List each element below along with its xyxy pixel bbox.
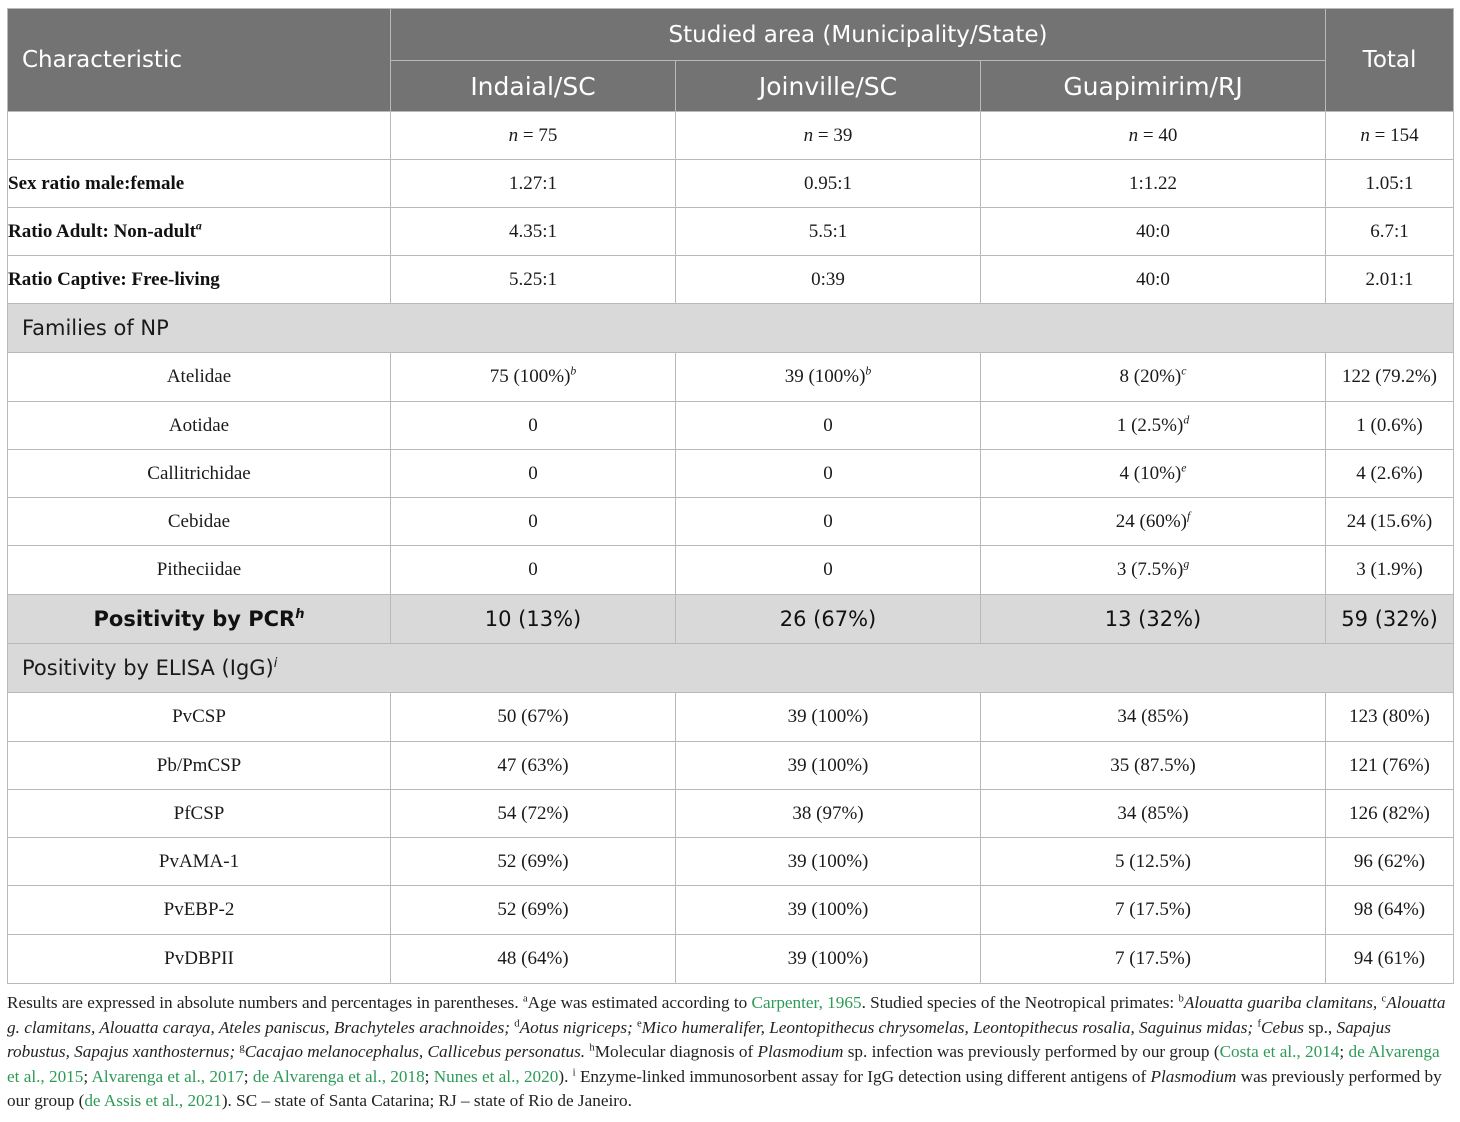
table-cell: 121 (76%): [1326, 742, 1454, 790]
table-cell: 0: [676, 546, 981, 595]
table-cell: 4.35:1: [391, 208, 676, 256]
data-table: [7, 8, 1454, 984]
section-row: [8, 304, 1454, 353]
table-cell: 59 (32%): [1326, 595, 1454, 644]
table-cell: 8 $(20\%)^c$: [981, 353, 1326, 402]
table-cell: 7 (17.5%): [981, 935, 1326, 984]
table-cell: 126 (82%): [1326, 790, 1454, 838]
table-cell: 0: [676, 498, 981, 546]
pcr-label: Positivity by PCR$^h$: [8, 595, 391, 644]
table-row: [8, 208, 1454, 256]
table-cell: 24 (15.6%): [1326, 498, 1454, 546]
reference-link[interactable]: de Assis et al., 2021: [84, 1091, 222, 1111]
row-label: Ratio Adult: Non-adult$^a$: [8, 208, 391, 256]
table-cell: 0: [391, 498, 676, 546]
family-label: Cebidae: [8, 498, 391, 546]
n-cell: n = 40: [981, 112, 1326, 160]
table-cell: 13 (32%): [981, 595, 1326, 644]
table-cell: 0: [676, 402, 981, 450]
header-studied-area: Studied area (Municipality/State): [391, 9, 1326, 61]
table-row: [8, 886, 1454, 935]
table-cell: 39 (100%): [676, 838, 981, 886]
header-site: Guapimirim/RJ: [981, 61, 1326, 112]
table-cell: 1.27:1: [391, 160, 676, 208]
family-label: Callitrichidae: [8, 450, 391, 498]
reference-link[interactable]: Costa et al., 2014: [1219, 1042, 1340, 1062]
table-cell: 1:1.22: [981, 160, 1326, 208]
table-row: [8, 450, 1454, 498]
header-site: Joinville/SC: [676, 61, 981, 112]
table-row: [8, 498, 1454, 546]
table-row: [8, 742, 1454, 790]
table-cell: 2.01:1: [1326, 256, 1454, 304]
table-row: [8, 353, 1454, 402]
table-cell: 52 (69%): [391, 886, 676, 935]
antigen-label: PvEBP-2: [8, 886, 391, 935]
table-row: [8, 402, 1454, 450]
table-cell: 0:39: [676, 256, 981, 304]
table-footnote: Results are expressed in absolute numbers and percentages in parentheses. $^a$Age was estimated according to Carpenter, 1965. Studied species of the Neotropical primates: $^b$Alouatta guariba clamitans, $^c$Alouatta g. clamitans, Alouatta caraya, Ateles paniscus, Brachyteles arachnoides; $^d$Aotus nigriceps; $^e$Mico humeralifer, Leontopithecus chrysomelas, Leontopithecus rosalia, Saguinus midas; $^f$Cebus sp., Sapajus robustus, Sapajus xanthosternus; $^g$Cacajao melanocephalus, Callicebus personatus. $^h$Molecular diagnosis of Plasmodium sp. infection was previously performed by our group (Costa et al., 2014; de Alvarenga et al., 2015; Alvarenga et al., 2017; de Alvarenga et al., 2018; Nunes et al., 2020). $^i$ Enzyme-linked immunosorbent assay for IgG detection using different antigens of Plasmodium was previously performed by our group (de Assis et al., 2021). SC – state of Santa Catarina; RJ – state of Rio de Janeiro.: [7, 993, 1446, 1111]
table-cell: 4 $(10\%)^e$: [981, 450, 1326, 498]
table-cell: 34 (85%): [981, 790, 1326, 838]
table-cell: 123 (80%): [1326, 693, 1454, 742]
row-label: Ratio Captive: Free-living: [8, 256, 391, 304]
table-cell: 40:0: [981, 208, 1326, 256]
n-row: [8, 112, 1454, 160]
table-row: [8, 546, 1454, 595]
table-cell: 0: [391, 546, 676, 595]
table-cell: 48 (64%): [391, 935, 676, 984]
table-cell: 39 (100%): [676, 742, 981, 790]
table-row: [8, 256, 1454, 304]
table-cell: 50 (67%): [391, 693, 676, 742]
table-cell: 1 $(2.5\%)^d$: [981, 402, 1326, 450]
antigen-label: PfCSP: [8, 790, 391, 838]
antigen-label: PvAMA-1: [8, 838, 391, 886]
table-cell: 5 (12.5%): [981, 838, 1326, 886]
table-cell: 39 $(100\%)^b$: [676, 353, 981, 402]
table-row: [8, 838, 1454, 886]
table-cell: 24 $(60\%)^f$: [981, 498, 1326, 546]
reference-link[interactable]: Nunes et al., 2020: [433, 1066, 559, 1086]
table-cell: 4 (2.6%): [1326, 450, 1454, 498]
reference-link[interactable]: Carpenter, 1965: [751, 993, 862, 1012]
table-cell: 7 (17.5%): [981, 886, 1326, 935]
table-cell: 26 (67%): [676, 595, 981, 644]
table-cell: 54 (72%): [391, 790, 676, 838]
table-cell: 98 (64%): [1326, 886, 1454, 935]
family-label: Atelidae: [8, 353, 391, 402]
table-cell: 1.05:1: [1326, 160, 1454, 208]
reference-link[interactable]: de Alvarenga et al., 2018: [252, 1066, 425, 1086]
table-row: [8, 790, 1454, 838]
table-cell: 52 (69%): [391, 838, 676, 886]
family-label: Pitheciidae: [8, 546, 391, 595]
header-total: Total: [1326, 9, 1454, 112]
n-cell: n = 75: [391, 112, 676, 160]
table-cell: 0.95:1: [676, 160, 981, 208]
table-cell: 1 (0.6%): [1326, 402, 1454, 450]
table-cell: 3 $(7.5\%)^g$: [981, 546, 1326, 595]
table-cell: 10 (13%): [391, 595, 676, 644]
section-row: [8, 644, 1454, 693]
table-cell: 5.5:1: [676, 208, 981, 256]
table-cell: 0: [391, 402, 676, 450]
table-cell: 0: [676, 450, 981, 498]
table-cell: 35 (87.5%): [981, 742, 1326, 790]
table-cell: 39 (100%): [676, 935, 981, 984]
empty-cell: [8, 112, 391, 160]
header-site: Indaial/SC: [391, 61, 676, 112]
table-cell: 122 (79.2%): [1326, 353, 1454, 402]
table-cell: 6.7:1: [1326, 208, 1454, 256]
table-cell: 34 (85%): [981, 693, 1326, 742]
table-cell: 39 (100%): [676, 693, 981, 742]
table-row: [8, 693, 1454, 742]
table-cell: 40:0: [981, 256, 1326, 304]
table-row: [8, 160, 1454, 208]
reference-link[interactable]: de Alvarenga et al., 2015: [7, 1042, 1440, 1086]
section-elisa: Positivity by ELISA (IgG)$^i$: [8, 644, 1454, 693]
row-label: Sex ratio male:female: [8, 160, 391, 208]
table-row: [8, 935, 1454, 984]
reference-link[interactable]: Alvarenga et al., 2017: [91, 1066, 244, 1086]
table-cell: 75 $(100\%)^b$: [391, 353, 676, 402]
header-characteristic: Characteristic: [8, 9, 391, 112]
pcr-row: [8, 595, 1454, 644]
table-cell: 0: [391, 450, 676, 498]
section-families: Families of NP: [8, 304, 1454, 353]
antigen-label: PvCSP: [8, 693, 391, 742]
table-cell: 39 (100%): [676, 886, 981, 935]
n-cell: n = 39: [676, 112, 981, 160]
table-cell: 3 (1.9%): [1326, 546, 1454, 595]
table-cell: 96 (62%): [1326, 838, 1454, 886]
family-label: Aotidae: [8, 402, 391, 450]
antigen-label: Pb/PmCSP: [8, 742, 391, 790]
table-cell: 94 (61%): [1326, 935, 1454, 984]
table-cell: 38 (97%): [676, 790, 981, 838]
n-cell: n = 154: [1326, 112, 1454, 160]
table-cell: 5.25:1: [391, 256, 676, 304]
table-cell: 47 (63%): [391, 742, 676, 790]
antigen-label: PvDBPII: [8, 935, 391, 984]
